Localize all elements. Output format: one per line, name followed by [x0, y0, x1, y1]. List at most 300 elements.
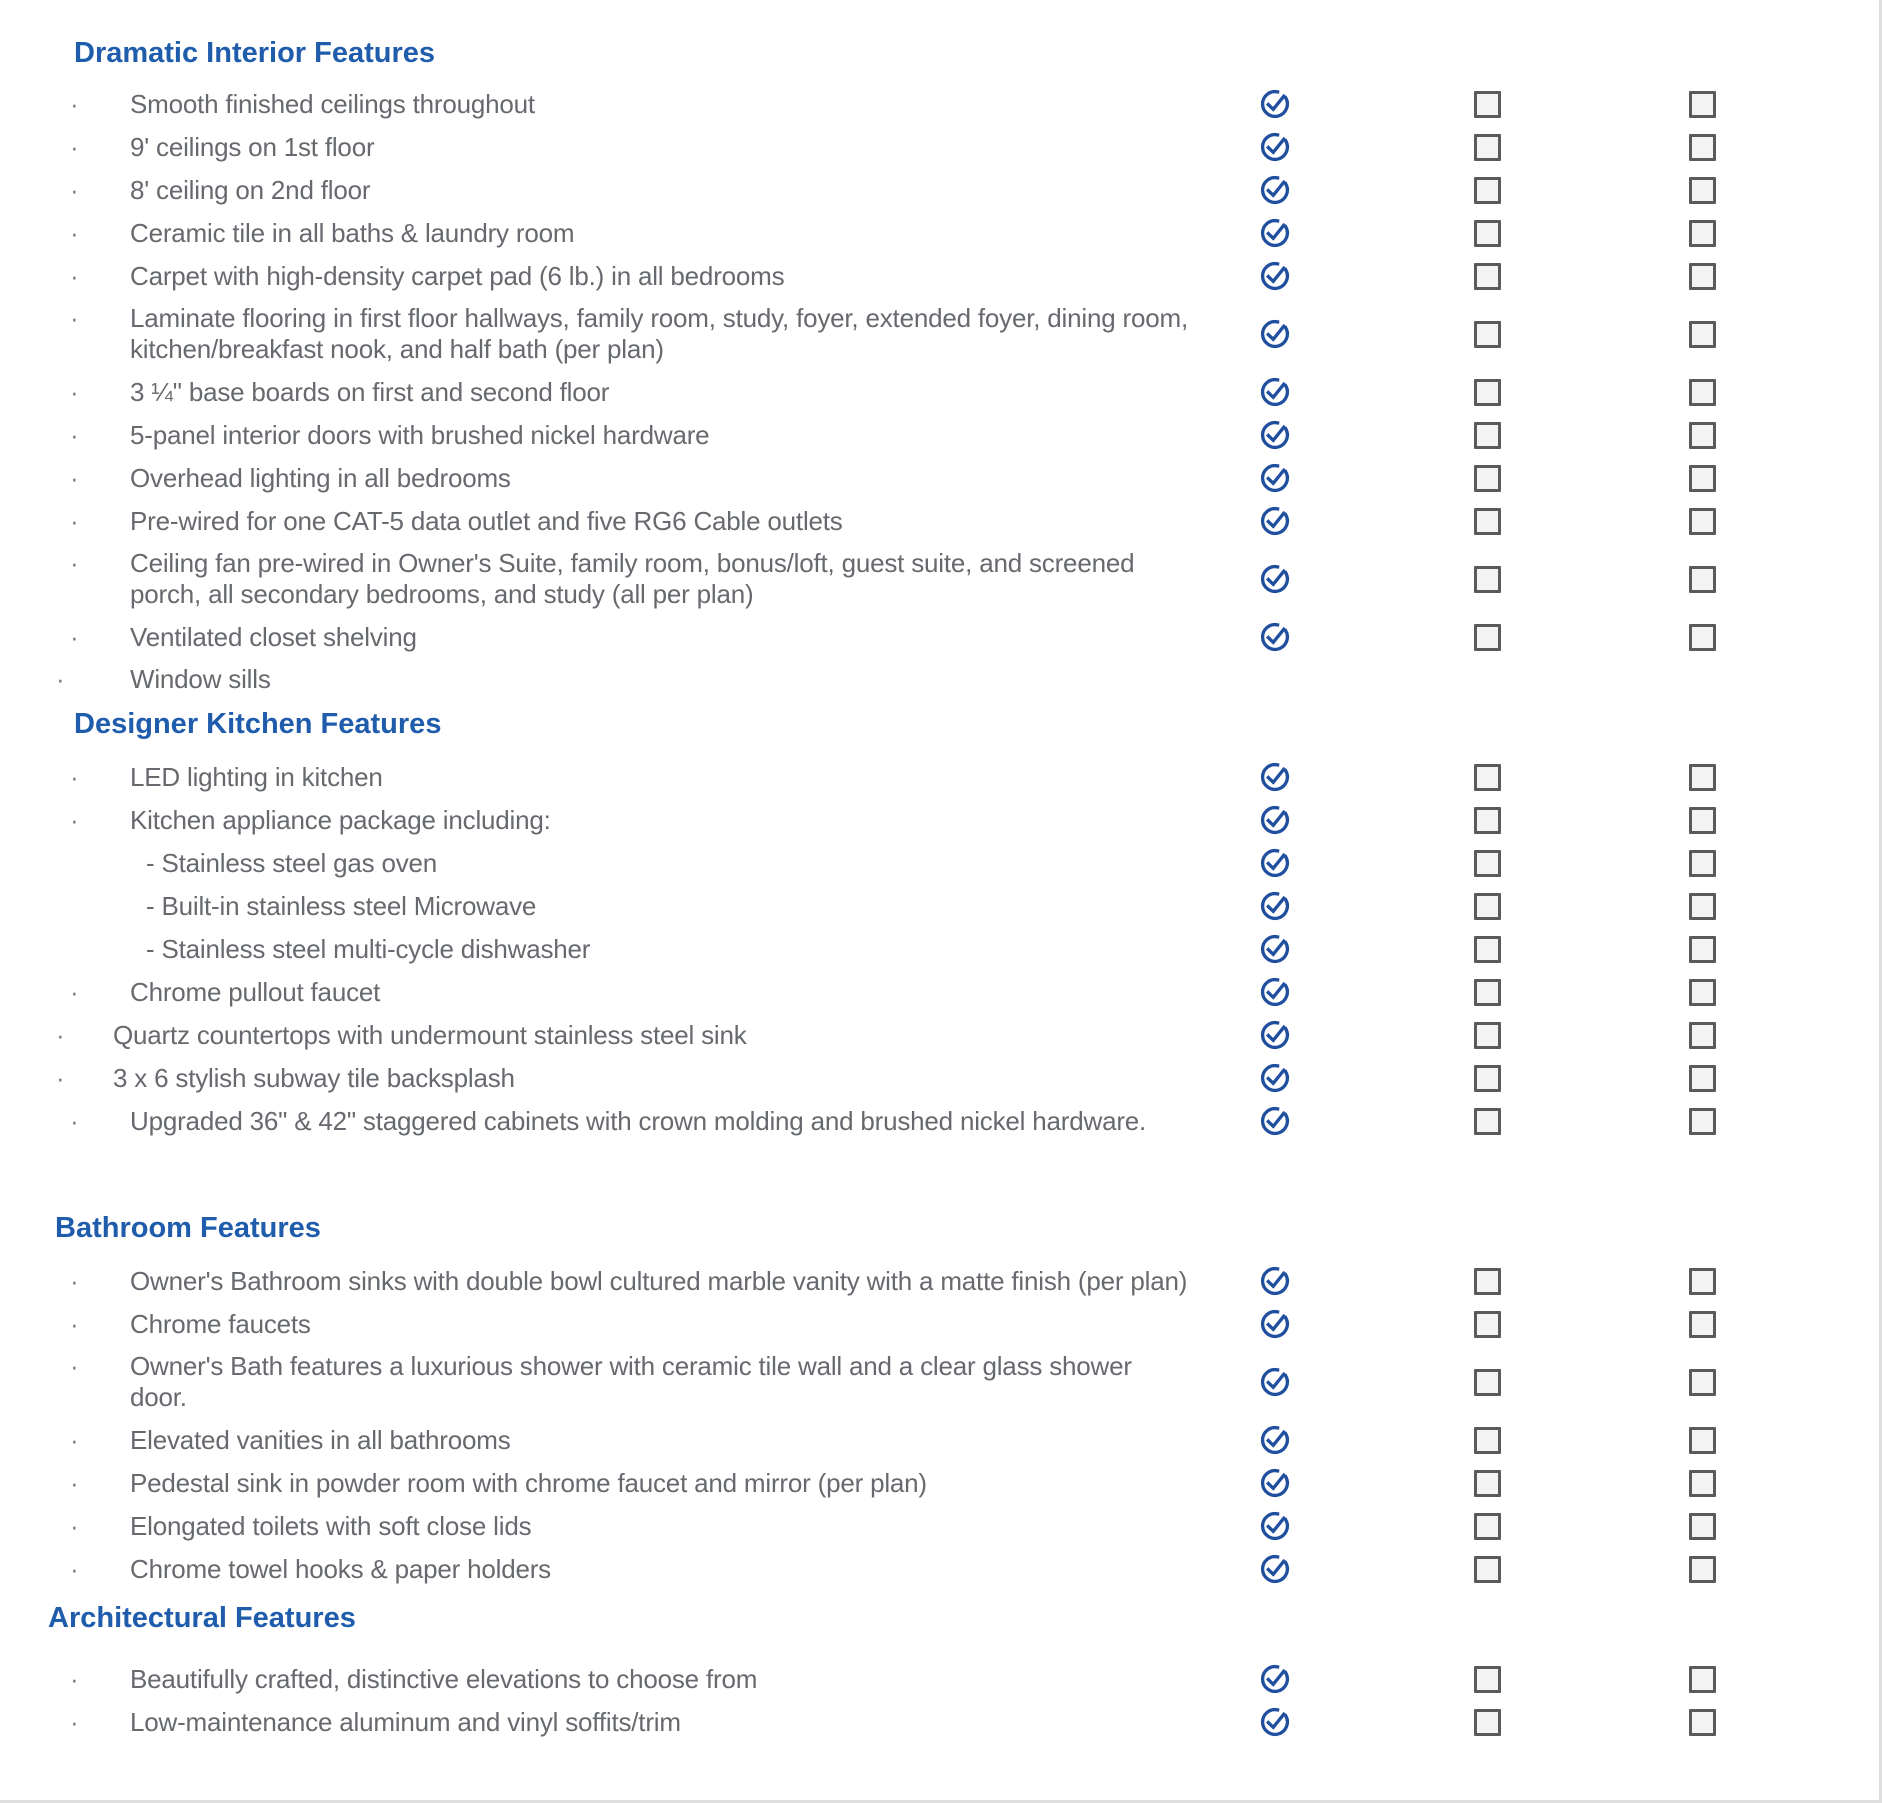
bullet-marker: · — [70, 1351, 79, 1381]
checkbox-unchecked[interactable] — [1689, 979, 1716, 1006]
feature-text-cell — [0, 420, 1213, 451]
included-column-cell — [1213, 174, 1336, 206]
option-column-1-cell — [1336, 134, 1638, 161]
option-column-2-cell — [1638, 422, 1766, 449]
feature-text-cell — [0, 218, 1213, 249]
checkbox-unchecked[interactable] — [1474, 1108, 1501, 1135]
checkbox-unchecked[interactable] — [1474, 1065, 1501, 1092]
checkbox-unchecked[interactable] — [1474, 321, 1501, 348]
option-column-2-cell — [1638, 1369, 1766, 1396]
feature-text: Pre-wired for one CAT-5 data outlet and five RG6 Cable outlets — [130, 505, 843, 536]
option-column-2-cell — [1638, 1108, 1766, 1135]
checkbox-unchecked[interactable] — [1689, 379, 1716, 406]
bullet-marker: · — [70, 1553, 79, 1584]
checkbox-unchecked[interactable] — [1474, 263, 1501, 290]
feature-row — [0, 1424, 1879, 1456]
option-column-2-cell — [1638, 1513, 1766, 1540]
section-title: Architectural Features — [48, 1602, 356, 1634]
check-circle-icon[interactable] — [1259, 621, 1291, 653]
feature-row — [0, 174, 1879, 206]
checkbox-unchecked[interactable] — [1474, 1369, 1501, 1396]
included-column-cell — [1213, 761, 1336, 793]
feature-row — [0, 1351, 1879, 1413]
bullet-marker: · — [70, 217, 79, 248]
option-column-2-cell — [1638, 1470, 1766, 1497]
checkbox-unchecked[interactable] — [1474, 979, 1501, 1006]
included-column-cell — [1213, 890, 1336, 922]
included-column-cell — [1213, 563, 1336, 595]
section-title: Dramatic Interior Features — [74, 37, 436, 69]
check-circle-icon[interactable] — [1259, 217, 1291, 249]
feature-text-cell — [0, 664, 1213, 695]
checkbox-unchecked[interactable] — [1689, 1108, 1716, 1135]
feature-row — [0, 976, 1879, 1008]
option-column-1-cell — [1336, 1108, 1638, 1135]
section-title: Designer Kitchen Features — [74, 708, 442, 740]
checkbox-unchecked[interactable] — [1474, 1268, 1501, 1295]
checkbox-unchecked[interactable] — [1689, 422, 1716, 449]
included-column-cell — [1213, 88, 1336, 120]
checkbox-unchecked[interactable] — [1474, 1470, 1501, 1497]
feature-text: Overhead lighting in all bedrooms — [130, 462, 511, 493]
included-column-cell — [1213, 131, 1336, 163]
feature-row — [0, 462, 1879, 494]
bullet-marker: · — [70, 419, 79, 450]
checkbox-unchecked[interactable] — [1689, 1709, 1716, 1736]
feature-text-cell — [0, 1106, 1213, 1137]
checkbox-unchecked[interactable] — [1689, 1065, 1716, 1092]
bullet-marker: · — [70, 505, 79, 536]
option-column-2-cell — [1638, 1311, 1766, 1338]
check-circle-icon[interactable] — [1259, 563, 1291, 595]
checkbox-unchecked[interactable] — [1474, 91, 1501, 118]
checkbox-unchecked[interactable] — [1689, 624, 1716, 651]
checkbox-unchecked[interactable] — [1689, 566, 1716, 593]
option-column-1-cell — [1336, 1556, 1638, 1583]
checkbox-unchecked[interactable] — [1689, 1556, 1716, 1583]
feature-text: Beautifully crafted, distinctive elevations to choose from — [130, 1663, 758, 1694]
feature-row — [0, 933, 1879, 965]
checkbox-unchecked[interactable] — [1689, 1513, 1716, 1540]
feature-row — [0, 804, 1879, 836]
bullet-marker: · — [70, 1706, 79, 1737]
feature-row — [0, 131, 1879, 163]
feature-text: 3 x 6 stylish subway tile backsplash — [113, 1062, 515, 1093]
feature-text: 3 ¼" base boards on first and second floor — [130, 376, 610, 407]
option-column-2-cell — [1638, 807, 1766, 834]
checkbox-unchecked[interactable] — [1689, 807, 1716, 834]
option-column-2-cell — [1638, 850, 1766, 877]
feature-row — [0, 1105, 1879, 1137]
feature-text: 5-panel interior doors with brushed nickel hardware — [130, 419, 710, 450]
option-column-1-cell — [1336, 624, 1638, 651]
checkbox-unchecked[interactable] — [1689, 1666, 1716, 1693]
feature-text-cell — [0, 548, 1213, 610]
option-column-1-cell — [1336, 893, 1638, 920]
feature-row — [0, 217, 1879, 249]
included-column-cell — [1213, 376, 1336, 408]
bullet-marker: · — [70, 376, 79, 407]
option-column-1-cell — [1336, 1311, 1638, 1338]
checkbox-unchecked[interactable] — [1689, 1470, 1716, 1497]
feature-text: LED lighting in kitchen — [130, 761, 383, 792]
checkbox-unchecked[interactable] — [1689, 321, 1716, 348]
checkbox-unchecked[interactable] — [1474, 508, 1501, 535]
option-column-2-cell — [1638, 91, 1766, 118]
check-circle-icon[interactable] — [1259, 933, 1291, 965]
check-circle-icon[interactable] — [1259, 174, 1291, 206]
included-column-cell — [1213, 933, 1336, 965]
feature-text-cell — [0, 303, 1213, 365]
feature-row — [0, 1553, 1879, 1585]
included-column-cell — [1213, 1105, 1336, 1137]
feature-text: Ventilated closet shelving — [130, 621, 417, 652]
checkbox-unchecked[interactable] — [1689, 1369, 1716, 1396]
checkbox-unchecked[interactable] — [1689, 936, 1716, 963]
feature-text: Smooth finished ceilings throughout — [130, 88, 535, 119]
checkbox-unchecked[interactable] — [1474, 1022, 1501, 1049]
feature-text-cell — [0, 977, 1213, 1008]
included-column-cell — [1213, 419, 1336, 451]
included-column-cell — [1213, 804, 1336, 836]
bullet-marker: · — [70, 303, 79, 333]
feature-text: Kitchen appliance package including: — [130, 804, 551, 835]
feature-text-cell — [0, 1309, 1213, 1340]
check-circle-icon[interactable] — [1259, 1105, 1291, 1137]
bullet-marker: · — [70, 462, 79, 493]
bullet-marker: · — [70, 260, 79, 291]
checkbox-unchecked[interactable] — [1474, 807, 1501, 834]
option-column-2-cell — [1638, 1065, 1766, 1092]
check-circle-icon[interactable] — [1259, 847, 1291, 879]
option-column-1-cell — [1336, 1709, 1638, 1736]
option-column-2-cell — [1638, 1556, 1766, 1583]
feature-section — [0, 707, 1879, 1137]
checkbox-unchecked[interactable] — [1689, 177, 1716, 204]
feature-row — [0, 890, 1879, 922]
checkbox-unchecked[interactable] — [1474, 764, 1501, 791]
feature-text: - Stainless steel multi-cycle dishwasher — [146, 933, 591, 964]
option-column-1-cell — [1336, 1268, 1638, 1295]
feature-text: Chrome towel hooks & paper holders — [130, 1553, 551, 1584]
feature-row — [0, 1510, 1879, 1542]
checkbox-unchecked[interactable] — [1474, 1666, 1501, 1693]
checkbox-unchecked[interactable] — [1474, 893, 1501, 920]
option-column-1-cell — [1336, 422, 1638, 449]
option-column-1-cell — [1336, 1065, 1638, 1092]
feature-text-cell — [0, 89, 1213, 120]
checkbox-unchecked[interactable] — [1474, 1556, 1501, 1583]
check-circle-icon[interactable] — [1259, 131, 1291, 163]
feature-text-cell — [0, 622, 1213, 653]
included-column-cell — [1213, 1019, 1336, 1051]
checkbox-unchecked[interactable] — [1689, 1022, 1716, 1049]
feature-row — [0, 1019, 1879, 1051]
checkbox-unchecked[interactable] — [1689, 764, 1716, 791]
option-column-2-cell — [1638, 566, 1766, 593]
checkbox-unchecked[interactable] — [1474, 422, 1501, 449]
included-column-cell — [1213, 318, 1336, 350]
feature-row — [0, 847, 1879, 879]
included-column-cell — [1213, 1062, 1336, 1094]
check-circle-icon[interactable] — [1259, 318, 1291, 350]
included-column-cell — [1213, 1424, 1336, 1456]
feature-row — [0, 761, 1879, 793]
bullet-marker: · — [70, 976, 79, 1007]
option-column-1-cell — [1336, 177, 1638, 204]
checkbox-unchecked[interactable] — [1474, 379, 1501, 406]
bullet-marker: · — [70, 1467, 79, 1498]
check-circle-icon[interactable] — [1259, 1062, 1291, 1094]
option-column-1-cell — [1336, 91, 1638, 118]
option-column-1-cell — [1336, 1427, 1638, 1454]
option-column-1-cell — [1336, 220, 1638, 247]
feature-row — [0, 548, 1879, 610]
check-circle-icon[interactable] — [1259, 1663, 1291, 1695]
included-column-cell — [1213, 1706, 1336, 1738]
bullet-marker: · — [56, 664, 65, 694]
feature-row — [0, 664, 1879, 695]
bullet-marker: · — [70, 1510, 79, 1541]
checkbox-unchecked[interactable] — [1474, 1427, 1501, 1454]
feature-row — [0, 376, 1879, 408]
option-column-1-cell — [1336, 764, 1638, 791]
feature-text: Carpet with high-density carpet pad (6 lb.) in all bedrooms — [130, 260, 785, 291]
bullet-marker: · — [56, 1062, 65, 1093]
included-column-cell — [1213, 1663, 1336, 1695]
bullet-marker: · — [70, 761, 79, 792]
section-rows — [0, 761, 1879, 1137]
included-column-cell — [1213, 1553, 1336, 1585]
feature-row — [0, 88, 1879, 120]
option-column-2-cell — [1638, 220, 1766, 247]
feature-text-cell — [0, 1063, 1213, 1094]
included-column-cell — [1213, 1265, 1336, 1297]
feature-row — [0, 1706, 1879, 1738]
feature-row — [0, 1308, 1879, 1340]
checkbox-unchecked[interactable] — [1474, 936, 1501, 963]
checkbox-unchecked[interactable] — [1474, 850, 1501, 877]
feature-text-cell — [0, 1020, 1213, 1051]
bullet-marker: · — [70, 88, 79, 119]
feature-text: - Stainless steel gas oven — [146, 847, 438, 878]
feature-row — [0, 1467, 1879, 1499]
feature-text: Upgraded 36" & 42" staggered cabinets with crown molding and brushed nickel hardware. — [130, 1105, 1147, 1136]
checkbox-unchecked[interactable] — [1689, 1427, 1716, 1454]
included-column-cell — [1213, 1366, 1336, 1398]
checkbox-unchecked[interactable] — [1474, 177, 1501, 204]
feature-text: Quartz countertops with undermount stainless steel sink — [113, 1019, 747, 1050]
feature-text-cell — [0, 1425, 1213, 1456]
feature-text: Pedestal sink in powder room with chrome faucet and mirror (per plan) — [130, 1467, 927, 1498]
check-circle-icon[interactable] — [1259, 1424, 1291, 1456]
feature-row — [0, 1062, 1879, 1094]
check-circle-icon[interactable] — [1259, 1308, 1291, 1340]
option-column-1-cell — [1336, 1470, 1638, 1497]
checkbox-unchecked[interactable] — [1474, 465, 1501, 492]
feature-text-cell — [0, 175, 1213, 206]
feature-row — [0, 260, 1879, 292]
checkbox-unchecked[interactable] — [1474, 1709, 1501, 1736]
option-column-2-cell — [1638, 764, 1766, 791]
feature-text-cell — [0, 1511, 1213, 1542]
feature-text: - Built-in stainless steel Microwave — [146, 890, 537, 921]
bullet-marker: · — [70, 131, 79, 162]
option-column-2-cell — [1638, 263, 1766, 290]
option-column-1-cell — [1336, 379, 1638, 406]
feature-row — [0, 419, 1879, 451]
option-column-1-cell — [1336, 566, 1638, 593]
section-rows — [0, 88, 1879, 695]
checkbox-unchecked[interactable] — [1474, 1513, 1501, 1540]
feature-text: Chrome faucets — [130, 1308, 311, 1339]
check-circle-icon[interactable] — [1259, 1265, 1291, 1297]
option-column-1-cell — [1336, 936, 1638, 963]
option-column-2-cell — [1638, 1268, 1766, 1295]
check-circle-icon[interactable] — [1259, 260, 1291, 292]
check-circle-icon[interactable] — [1259, 376, 1291, 408]
checkbox-unchecked[interactable] — [1689, 893, 1716, 920]
option-column-1-cell — [1336, 263, 1638, 290]
check-circle-icon[interactable] — [1259, 1019, 1291, 1051]
option-column-2-cell — [1638, 508, 1766, 535]
option-column-1-cell — [1336, 850, 1638, 877]
option-column-1-cell — [1336, 979, 1638, 1006]
option-column-2-cell — [1638, 1427, 1766, 1454]
feature-text: Owner's Bath features a luxurious shower with ceramic tile wall and a clear glass shower door. — [130, 1351, 1132, 1412]
checkbox-unchecked[interactable] — [1474, 1311, 1501, 1338]
feature-text-cell — [0, 934, 1213, 965]
feature-row — [0, 1663, 1879, 1695]
included-column-cell — [1213, 260, 1336, 292]
check-circle-icon[interactable] — [1259, 1467, 1291, 1499]
checkbox-unchecked[interactable] — [1474, 134, 1501, 161]
feature-row — [0, 303, 1879, 365]
checkbox-unchecked[interactable] — [1689, 263, 1716, 290]
checkbox-unchecked[interactable] — [1689, 508, 1716, 535]
checkbox-unchecked[interactable] — [1689, 1311, 1716, 1338]
checkbox-unchecked[interactable] — [1689, 1268, 1716, 1295]
bullet-marker: · — [70, 548, 79, 578]
check-circle-icon[interactable] — [1259, 804, 1291, 836]
bullet-marker: · — [70, 1663, 79, 1694]
sections-container — [0, 36, 1879, 1738]
check-circle-icon[interactable] — [1259, 976, 1291, 1008]
feature-text: Window sills — [130, 664, 271, 694]
feature-text-cell — [0, 1266, 1213, 1297]
included-column-cell — [1213, 621, 1336, 653]
feature-text-cell — [0, 1351, 1213, 1413]
feature-text-cell — [0, 1664, 1213, 1695]
checkbox-unchecked[interactable] — [1689, 91, 1716, 118]
feature-text: 8' ceiling on 2nd floor — [130, 174, 371, 205]
option-column-2-cell — [1638, 379, 1766, 406]
feature-text-cell — [0, 1707, 1213, 1738]
feature-text-cell — [0, 848, 1213, 879]
feature-text: Low-maintenance aluminum and vinyl soffits/trim — [130, 1706, 681, 1737]
bullet-marker: · — [56, 1019, 65, 1050]
option-column-2-cell — [1638, 1022, 1766, 1049]
checkbox-unchecked[interactable] — [1689, 850, 1716, 877]
checkbox-unchecked[interactable] — [1474, 566, 1501, 593]
check-circle-icon[interactable] — [1259, 88, 1291, 120]
bullet-marker: · — [70, 1105, 79, 1136]
check-circle-icon[interactable] — [1259, 505, 1291, 537]
section-title: Bathroom Features — [55, 1212, 321, 1244]
check-circle-icon[interactable] — [1259, 1510, 1291, 1542]
included-column-cell — [1213, 217, 1336, 249]
feature-text-cell — [0, 762, 1213, 793]
option-column-2-cell — [1638, 465, 1766, 492]
checkbox-unchecked[interactable] — [1689, 134, 1716, 161]
option-column-1-cell — [1336, 1513, 1638, 1540]
feature-row — [0, 505, 1879, 537]
option-column-2-cell — [1638, 134, 1766, 161]
option-column-2-cell — [1638, 936, 1766, 963]
checkbox-unchecked[interactable] — [1689, 465, 1716, 492]
included-column-cell — [1213, 505, 1336, 537]
bullet-marker: · — [70, 1265, 79, 1296]
checkbox-unchecked[interactable] — [1474, 624, 1501, 651]
check-circle-icon[interactable] — [1259, 462, 1291, 494]
feature-text-cell — [0, 891, 1213, 922]
option-column-2-cell — [1638, 624, 1766, 651]
option-column-2-cell — [1638, 1709, 1766, 1736]
feature-section — [0, 36, 1879, 695]
feature-text-cell — [0, 132, 1213, 163]
option-column-1-cell — [1336, 508, 1638, 535]
section-rows — [0, 1663, 1879, 1738]
feature-text-cell — [0, 377, 1213, 408]
section-rows — [0, 1265, 1879, 1585]
checkbox-unchecked[interactable] — [1689, 220, 1716, 247]
check-circle-icon[interactable] — [1259, 761, 1291, 793]
feature-text: Chrome pullout faucet — [130, 976, 381, 1007]
included-column-cell — [1213, 1510, 1336, 1542]
option-column-2-cell — [1638, 893, 1766, 920]
feature-text-cell — [0, 1554, 1213, 1585]
feature-row — [0, 1265, 1879, 1297]
feature-text: Ceramic tile in all baths & laundry room — [130, 217, 575, 248]
option-column-2-cell — [1638, 177, 1766, 204]
feature-text: Owner's Bathroom sinks with double bowl cultured marble vanity with a matte finish (per plan) — [130, 1265, 1188, 1296]
feature-text-cell — [0, 506, 1213, 537]
option-column-1-cell — [1336, 807, 1638, 834]
feature-text-cell — [0, 261, 1213, 292]
check-circle-icon[interactable] — [1259, 419, 1291, 451]
feature-section — [0, 1211, 1879, 1585]
feature-text-cell — [0, 1468, 1213, 1499]
check-circle-icon[interactable] — [1259, 1366, 1291, 1398]
included-column-cell — [1213, 462, 1336, 494]
feature-text: 9' ceilings on 1st floor — [130, 131, 375, 162]
option-column-1-cell — [1336, 465, 1638, 492]
included-column-cell — [1213, 976, 1336, 1008]
included-column-cell — [1213, 847, 1336, 879]
bullet-marker: · — [70, 1308, 79, 1339]
feature-text: Elevated vanities in all bathrooms — [130, 1424, 511, 1455]
check-circle-icon[interactable] — [1259, 1553, 1291, 1585]
included-column-cell — [1213, 1308, 1336, 1340]
check-circle-icon[interactable] — [1259, 890, 1291, 922]
bullet-marker: · — [70, 804, 79, 835]
option-column-2-cell — [1638, 321, 1766, 348]
checkbox-unchecked[interactable] — [1474, 220, 1501, 247]
option-column-2-cell — [1638, 979, 1766, 1006]
option-column-2-cell — [1638, 1666, 1766, 1693]
check-circle-icon[interactable] — [1259, 1706, 1291, 1738]
feature-text-cell — [0, 805, 1213, 836]
